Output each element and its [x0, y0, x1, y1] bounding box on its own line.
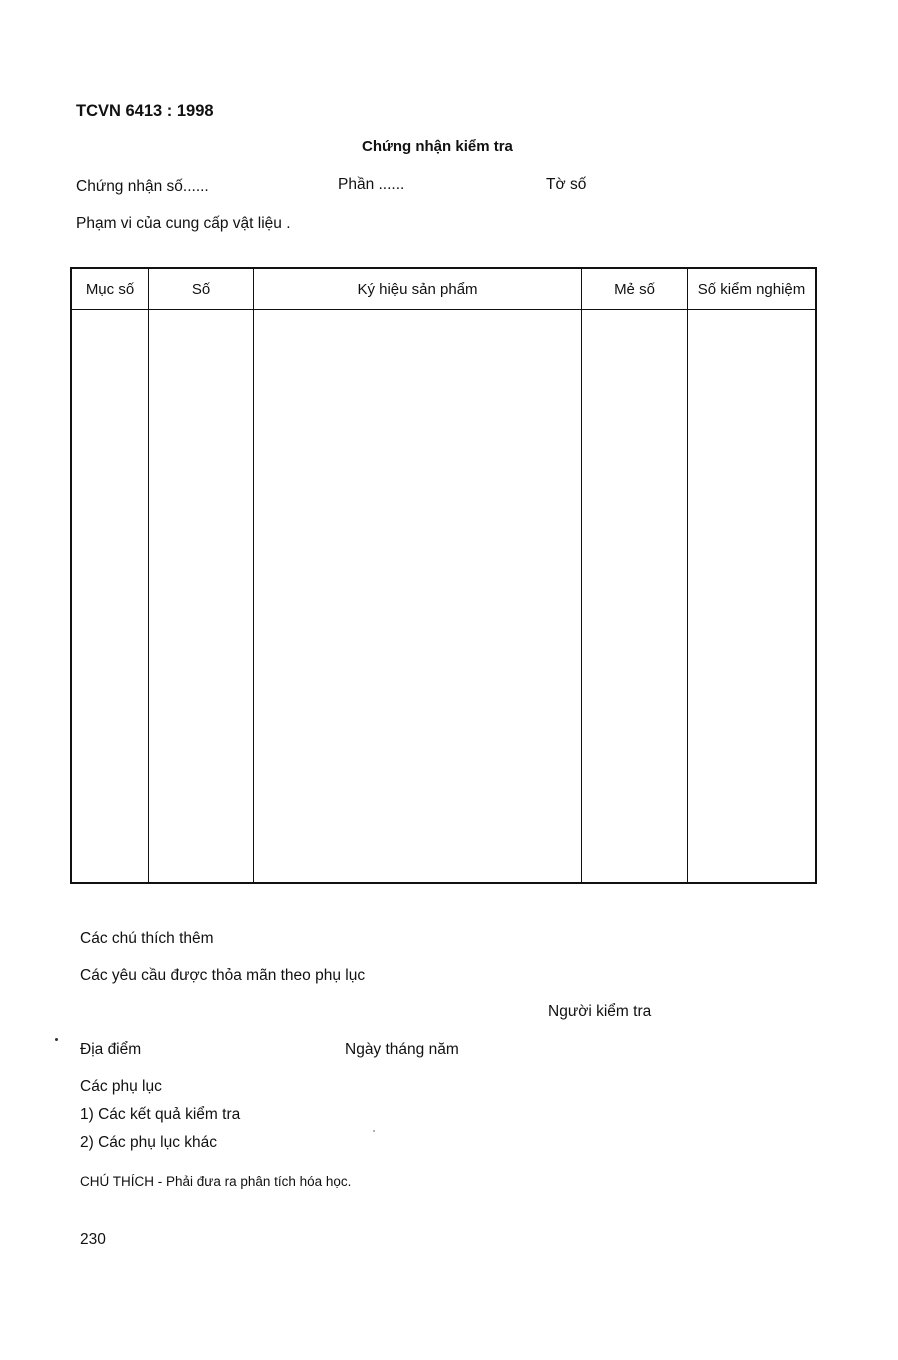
standard-code: TCVN 6413 : 1998 — [76, 102, 214, 120]
column-divider — [687, 269, 688, 882]
scan-speck — [55, 1038, 58, 1041]
sheet-label: Tờ số — [546, 176, 587, 193]
scope-label: Phạm vi của cung cấp vật liệu . — [76, 215, 291, 232]
inspector-label: Người kiểm tra — [548, 1003, 652, 1020]
annex-item: 2) Các phụ lục khác — [80, 1134, 217, 1151]
page-number: 230 — [80, 1231, 106, 1248]
table-header-divider — [72, 309, 815, 310]
part-label: Phần ...... — [338, 176, 405, 193]
requirements-label: Các yêu cầu được thỏa mãn theo phụ lục — [80, 967, 366, 984]
column-header-product-code: Ký hiệu sản phẩm — [357, 281, 478, 298]
column-divider — [253, 269, 254, 882]
scan-speck — [373, 1130, 375, 1132]
column-header-item-no: Mục số — [85, 281, 135, 298]
date-label: Ngày tháng năm — [345, 1041, 459, 1058]
column-header-test-no: Số kiểm nghiệm — [697, 281, 806, 298]
column-divider — [148, 269, 149, 882]
place-label: Địa điểm — [80, 1041, 142, 1058]
footnote: CHÚ THÍCH - Phải đưa ra phân tích hóa học. — [80, 1174, 352, 1189]
inspection-table — [70, 267, 817, 884]
certificate-number-label: Chứng nhận số...... — [76, 178, 209, 195]
form-title: Chứng nhận kiểm tra — [362, 138, 513, 155]
column-divider — [581, 269, 582, 882]
column-header-number: Số — [191, 281, 211, 298]
annex-item: 1) Các kết quả kiểm tra — [80, 1106, 241, 1123]
additional-notes-label: Các chú thích thêm — [80, 930, 214, 947]
column-header-batch-no: Mẻ số — [614, 281, 655, 298]
annexes-title: Các phụ lục — [80, 1078, 162, 1095]
